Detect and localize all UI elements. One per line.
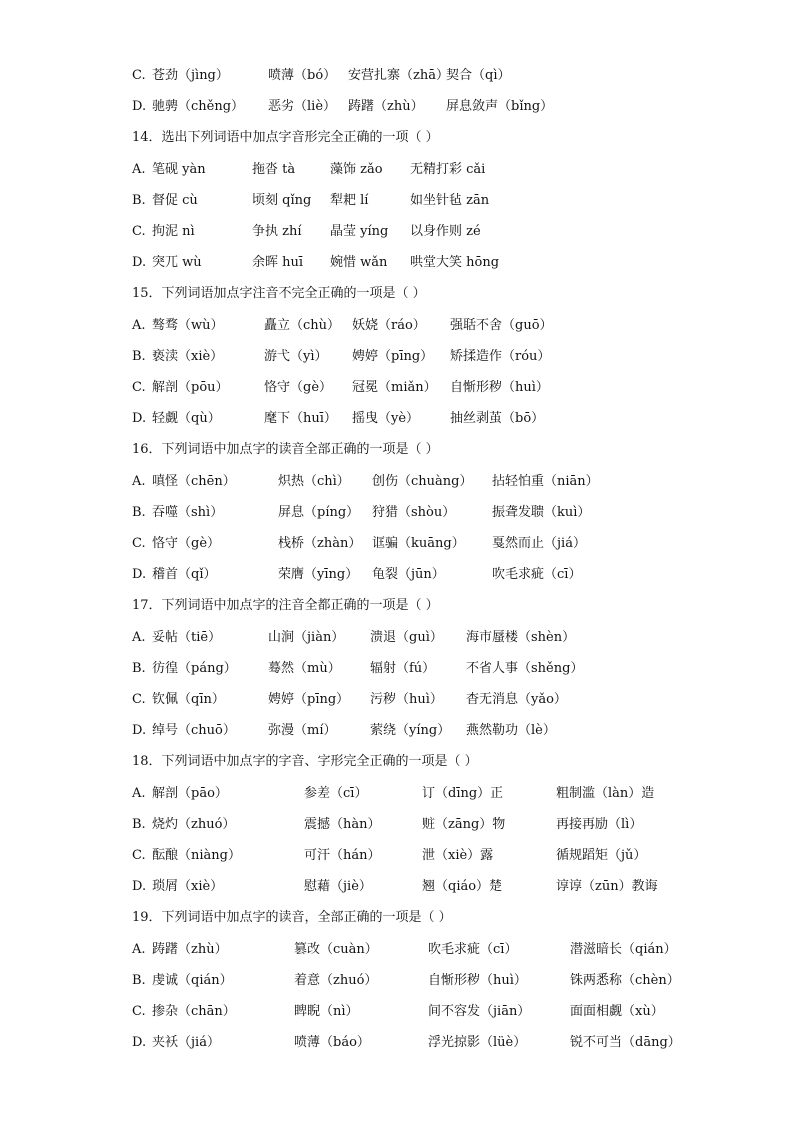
option-term: 解剖（pāo） — [152, 785, 228, 801]
option-term: 杳无消息（yǎo） — [466, 692, 567, 707]
answer-option — [132, 689, 764, 711]
option-label: A. — [132, 317, 146, 333]
option-term: 掺杂（chān） — [152, 1004, 236, 1019]
option-term: 订（dīng）正 — [422, 785, 504, 801]
option-term: 妖娆（ráo） — [352, 317, 426, 333]
option-term: 踌躇（zhù） — [152, 941, 228, 957]
option-term: 哄堂大笑 hōng — [410, 255, 500, 271]
option-term: 骜骛（wù） — [152, 317, 224, 333]
option-term: 自惭形秽（huì） — [428, 972, 527, 988]
answer-option — [132, 658, 764, 680]
option-term: 恪守（gè） — [152, 536, 221, 551]
option-term: 摇曳（yè） — [352, 411, 420, 427]
question-text: 18．下列词语中加点字的字音、字形完全正确的一项是（ ） — [132, 754, 478, 770]
option-term: 喷薄（báo） — [294, 1035, 370, 1051]
question-text: 17．下列词语中加点字的注音全都正确的一项是（ ） — [132, 598, 439, 614]
option-term: 炽热（chì） — [278, 473, 350, 489]
option-term: 矗立（chù） — [264, 317, 341, 333]
answer-option — [132, 814, 764, 836]
option-label: D. — [132, 567, 147, 583]
option-label: C. — [132, 68, 146, 83]
question-stem — [132, 751, 764, 773]
option-term: 不省人事（shěng） — [466, 660, 584, 676]
option-label: A. — [132, 629, 146, 645]
answer-option — [132, 408, 764, 430]
option-label: B. — [132, 972, 146, 988]
option-term: 荣膺（yīng） — [278, 567, 359, 583]
question-stem — [132, 595, 764, 617]
option-term: 苍劲（jìng） — [152, 68, 229, 83]
option-term: 余晖 huī — [252, 255, 304, 271]
option-term: 彷徨（páng） — [152, 660, 237, 676]
option-term: 间不容发（jiān） — [428, 1004, 531, 1019]
question-text: 19．下列词语中加点字的读音，全部正确的一项是（ ） — [132, 910, 452, 926]
option-term: 抽丝剥茧（bō） — [450, 411, 545, 427]
answer-option — [132, 252, 764, 274]
option-term: 虔诚（qián） — [152, 972, 233, 988]
option-term: 再接再励（lì） — [556, 816, 643, 832]
option-label: C. — [132, 848, 146, 863]
option-label: A. — [132, 473, 146, 489]
question-text: 15．下列词语加点字注音不完全正确的一项是（ ） — [132, 286, 426, 302]
question-text: 14．选出下列词语中加点字音形完全正确的一项（ ） — [132, 130, 439, 146]
answer-option — [132, 1032, 764, 1054]
option-term: 恶劣（liè） — [268, 99, 337, 115]
option-term: 海市蜃楼（shèn） — [466, 629, 576, 645]
option-term: 轻觑（qù） — [152, 411, 221, 427]
option-term: 参差（cī） — [304, 785, 368, 801]
question-text: 16．下列词语中加点字的读音全部正确的一项是（ ） — [132, 442, 439, 458]
option-term: 如坐针毡 zān — [410, 192, 490, 208]
option-term: 赃（zāng）物 — [422, 816, 506, 832]
option-term: 绰号（chuō） — [152, 723, 236, 739]
option-term: 解剖（pōu） — [152, 380, 229, 395]
answer-option — [132, 471, 764, 493]
option-term: 嗔怪（chēn） — [152, 473, 236, 489]
option-term: 铢两悉称（chèn） — [570, 972, 680, 988]
option-term: 蓦然（mù） — [268, 660, 341, 676]
option-term: 溃退（guì） — [370, 629, 443, 645]
option-term: 契合（qì） — [446, 68, 511, 83]
option-term: 安营扎寨（zhā） — [348, 68, 449, 83]
option-term: 游弋（yì） — [264, 348, 328, 364]
option-term: 藻饰 zǎo — [330, 161, 383, 177]
option-label: D. — [132, 411, 147, 427]
option-term: 粗制滥（làn）造 — [556, 785, 655, 801]
option-term: 慰藉（jiè） — [304, 879, 372, 895]
option-term: 翘（qiáo）楚 — [422, 879, 503, 895]
option-term: 吞噬（shì） — [152, 504, 224, 520]
option-term: 稽首（qǐ） — [152, 567, 217, 583]
question-stem — [132, 283, 764, 305]
option-label: B. — [132, 816, 146, 832]
option-term: 着意（zhuó） — [294, 972, 378, 988]
option-term: 萦绕（yíng） — [370, 723, 451, 739]
option-term: 督促 cù — [152, 192, 198, 208]
option-term: 矫揉造作（róu） — [450, 348, 551, 364]
option-term: 驰骋（chěng） — [152, 99, 245, 115]
option-term: 辐射（fú） — [370, 660, 436, 676]
option-term: 恪守（gè） — [264, 380, 333, 395]
option-term: 烧灼（zhuó） — [152, 816, 236, 832]
option-term: 吹毛求疵（cī） — [492, 567, 582, 583]
answer-option — [132, 939, 764, 961]
option-term: 睥睨（nì） — [294, 1004, 359, 1019]
option-term: 吹毛求疵（cī） — [428, 941, 518, 957]
option-term: 拈轻怕重（niān） — [492, 473, 599, 489]
option-term: 冠冕（miǎn） — [352, 380, 437, 395]
option-term: 面面相觑（xù） — [570, 1004, 664, 1019]
option-term: 戛然而止（jiá） — [492, 536, 586, 551]
answer-option — [132, 315, 764, 337]
answer-option — [132, 65, 764, 87]
answer-option — [132, 377, 764, 399]
answer-option — [132, 627, 764, 649]
option-label: D. — [132, 723, 147, 739]
option-term: 弥漫（mí） — [268, 723, 337, 739]
option-label: B. — [132, 192, 146, 208]
option-term: 篡改（cuàn） — [294, 941, 378, 957]
option-term: 锐不可当（dāng） — [570, 1035, 681, 1051]
option-term: 亵渎（xiè） — [152, 348, 224, 364]
option-term: 狩猎（shòu） — [372, 504, 456, 520]
answer-option — [132, 346, 764, 368]
option-term: 娉婷（pīng） — [352, 348, 434, 364]
option-term: 震撼（hàn） — [304, 816, 381, 832]
option-term: 以身作则 zé — [410, 224, 481, 239]
question-stem — [132, 907, 764, 929]
option-term: 龟裂（jūn） — [372, 567, 445, 583]
option-term: 屏息（píng） — [278, 504, 360, 520]
option-term: 强聒不舍（guō） — [450, 317, 553, 333]
option-label: C. — [132, 692, 146, 707]
option-term: 喷薄（bó） — [268, 68, 337, 83]
answer-option — [132, 1001, 764, 1023]
option-term: 污秽（huì） — [370, 692, 443, 707]
option-label: D. — [132, 99, 147, 115]
question-stem — [132, 127, 764, 149]
option-term: 妥帖（tiē） — [152, 629, 222, 645]
option-term: 谆谆（zūn）教诲 — [556, 879, 658, 895]
option-label: D. — [132, 1035, 147, 1051]
option-term: 栈桥（zhàn） — [278, 536, 362, 551]
answer-option — [132, 970, 764, 992]
answer-option — [132, 221, 764, 243]
answer-option — [132, 876, 764, 898]
option-label: B. — [132, 504, 146, 520]
option-term: 顷刻 qǐng — [252, 192, 312, 208]
option-term: 拘泥 nì — [152, 224, 195, 239]
option-term: 娉婷（pīng） — [268, 692, 350, 707]
option-term: 循规蹈矩（jǔ） — [556, 848, 647, 863]
option-term: 钦佩（qīn） — [152, 692, 225, 707]
answer-option — [132, 783, 764, 805]
answer-option — [132, 720, 764, 742]
option-label: D. — [132, 255, 147, 271]
option-term: 浮光掠影（lüè） — [428, 1035, 527, 1051]
option-term: 琐屑（xiè） — [152, 879, 224, 895]
answer-option — [132, 159, 764, 181]
option-term: 踌躇（zhù） — [348, 99, 424, 115]
option-term: 屏息敛声（bǐng） — [446, 99, 554, 115]
option-term: 诓骗（kuāng） — [372, 536, 465, 551]
option-term: 突兀 wù — [152, 255, 202, 271]
option-term: 晶莹 yíng — [330, 224, 389, 239]
question-stem — [132, 439, 764, 461]
answer-option — [132, 96, 764, 118]
option-term: 无精打彩 cǎi — [410, 161, 486, 177]
option-term: 夹袄（jiá） — [152, 1035, 220, 1051]
option-label: B. — [132, 660, 146, 676]
answer-option — [132, 190, 764, 212]
option-term: 争执 zhí — [252, 224, 302, 239]
option-term: 酝酿（niàng） — [152, 848, 241, 863]
option-label: A. — [132, 941, 146, 957]
option-label: C. — [132, 536, 146, 551]
option-term: 笔砚 yàn — [152, 161, 206, 177]
option-label: A. — [132, 161, 146, 177]
answer-option — [132, 564, 764, 586]
option-label: D. — [132, 879, 147, 895]
option-label: B. — [132, 348, 146, 364]
option-term: 拖沓 tà — [252, 161, 296, 177]
option-term: 自惭形秽（huì） — [450, 380, 549, 395]
answer-option — [132, 502, 764, 524]
option-term: 可汗（hán） — [304, 848, 381, 863]
option-label: C. — [132, 1004, 146, 1019]
option-label: A. — [132, 785, 146, 801]
option-label: C. — [132, 224, 146, 239]
option-term: 潜滋暗长（qián） — [570, 941, 677, 957]
option-term: 泄（xiè）露 — [422, 848, 494, 863]
answer-option — [132, 533, 764, 555]
option-label: C. — [132, 380, 146, 395]
option-term: 麾下（huī） — [264, 411, 337, 427]
option-term: 振聋发聩（kuì） — [492, 504, 591, 520]
option-term: 婉惜 wǎn — [330, 255, 388, 271]
answer-option — [132, 845, 764, 867]
option-term: 创伤（chuàng） — [372, 473, 473, 489]
option-term: 犁耙 lí — [330, 192, 369, 208]
option-term: 山涧（jiàn） — [268, 629, 345, 645]
option-term: 燕然勒功（lè） — [466, 723, 556, 739]
